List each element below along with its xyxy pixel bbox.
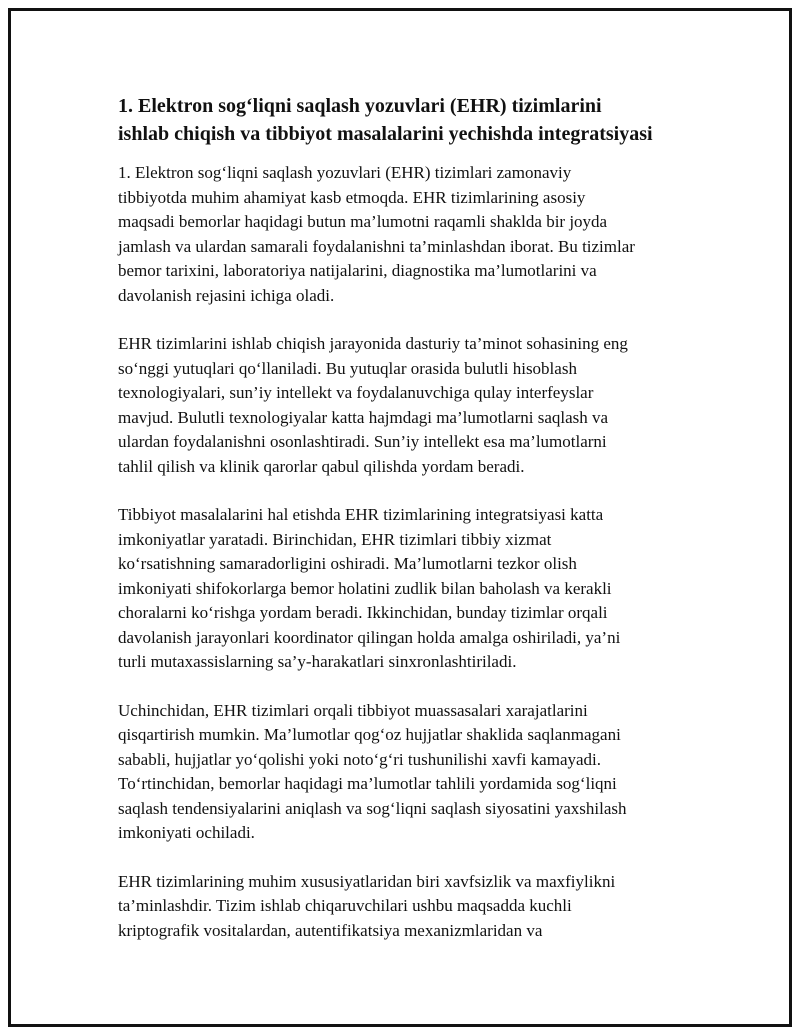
paragraph-4: Uchinchidan, EHR tizimlari orqali tibbiyot muassasalari xarajatlarini qisqartirish mumkin. Ma’lumotlar qog‘oz hujjatlar shaklida saqlanmagani sababli, hujjatlar yo‘qolishi yoki noto‘g‘ri tushunilishi xavfi kamayadi. To‘rtinchidan, bemorlar haqidagi ma’lumotlar tahlili yordamida sog‘liqni saqlash tendensiyalarini aniqlash va sog‘liqni saqlash siyosatini yaxshilash imkoniyati ochiladi.	[118, 700, 627, 842]
paragraph-2: EHR tizimlarini ishlab chiqish jarayonida dasturiy ta’minot sohasining eng so‘nggi yutuqlari qo‘llaniladi. Bu yutuqlar orasida bulutli hisoblash texnologiyalari, sun’iy intellekt va foydalanuvchiga qulay interfeyslar mavjud. Bulutli texnologiyalar katta hajmdagi ma’lumotlarni saqlash va ulardan foydalanishni osonlashtiradi. Sun’iy intellekt esa ma’lumotlarni tahlil qilish va klinik qarorlar qabul qilishda yordam beradi.	[118, 334, 628, 476]
document-body	[118, 92, 688, 967]
paragraph-5: EHR tizimlarining muhim xususiyatlaridan biri xavfsizlik va maxfiylikni ta’minlashdir. Tizim ishlab chiqaruvchilari ushbu maqsadda kuchli kriptografik vositalardan, autentifikatsiya mexanizmlaridan va	[118, 871, 616, 940]
paragraph-1: 1. Elektron sog‘liqni saqlash yozuvlari (EHR) tizimlari zamonaviy tibbiyotda muhim ahamiyat kasb etmoqda. EHR tizimlarining asosiy maqsadi bemorlar haqidagi butun ma’lumotni raqamli shaklda bir joyda jamlash va ulardan samarali foydalanishni ta’minlashdan iborat. Bu tizimlar bemor tarixini, laboratoriya natijalarini, diagnostika ma’lumotlarini va davolanish rejasini ichiga oladi.	[118, 163, 635, 305]
document-title: 1. Elektron sog‘liqni saqlash yozuvlari (EHR) tizimlarini ishlab chiqish va tibbiyot masalalarini yechishda integratsiyasi	[118, 95, 653, 145]
paragraph-3: Tibbiyot masalalarini hal etishda EHR tizimlarining integratsiyasi katta imkoniyatlar yaratadi. Birinchidan, EHR tizimlari tibbiy xizmat ko‘rsatishning samaradorligini oshiradi. Ma’lumotlarni tezkor olish imkoniyati shifokorlarga bemor holatini zudlik bilan baholash va kerakli choralarni ko‘rishga yordam beradi. Ikkinchidan, bunday tizimlar orqali davolanish jarayonlari koordinator qilingan holda amalga oshiriladi, ya’ni turli mutaxassislarning sa’y-harakatlari sinxronlashtiriladi.	[118, 505, 621, 671]
